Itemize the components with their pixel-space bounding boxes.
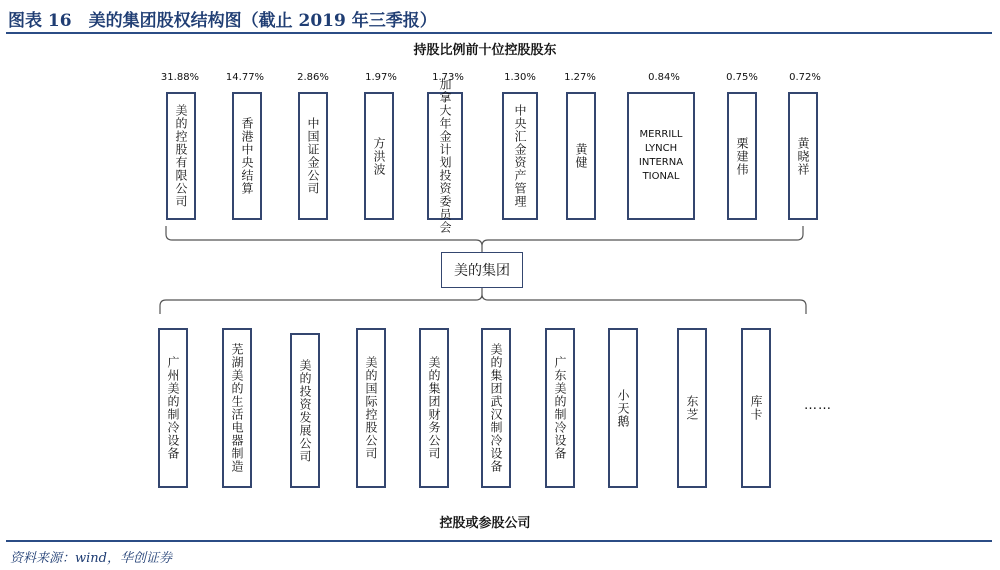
subsidiary-name: 广东美的制冷设备 — [553, 356, 567, 460]
shareholder-percent: 1.97% — [365, 72, 397, 83]
subsidiary-name: 库卡 — [749, 395, 763, 421]
subsidiary-name: 小天鹅 — [616, 388, 630, 428]
shareholder-name: 黄健 — [574, 143, 588, 169]
shareholder-name: 黄晓祥 — [796, 136, 810, 176]
subsidiary-name: 美的投资发展公司 — [298, 358, 312, 463]
lower-brace — [160, 288, 806, 314]
subsidiary-name: 美的集团财务公司 — [427, 356, 441, 460]
shareholder-percent: 0.84% — [648, 72, 680, 83]
subsidiary-name: 美的集团武汉制冷设备 — [489, 343, 503, 473]
shareholder-percent: 1.30% — [504, 72, 536, 83]
top-section-title: 持股比例前十位控股股东 — [413, 43, 557, 58]
subsidiary-box — [222, 328, 252, 488]
subsidiary-box — [481, 328, 511, 488]
shareholder-percent: 1.27% — [564, 72, 596, 83]
center-company-box — [441, 252, 523, 288]
shareholder-name: 栗建伟 — [735, 136, 749, 176]
subsidiary-box — [356, 328, 386, 488]
shareholder-percent: 1.73% — [432, 72, 464, 83]
shareholder-name: 加拿大年金计划投资委员会 — [438, 78, 452, 234]
subsidiary-name: 芜湖美的生活电器制造 — [230, 343, 244, 473]
subsidiary-box — [545, 328, 575, 488]
source-note: 资料来源：wind，华创证券 — [10, 551, 172, 566]
subsidiary-box — [419, 328, 449, 488]
shareholder-name: 方洪波 — [372, 136, 386, 176]
subsidiary-name: 美的国际控股公司 — [364, 356, 378, 460]
more-subsidiaries-ellipsis: …… — [804, 398, 832, 413]
shareholder-percent: 31.88% — [160, 72, 200, 83]
bottom-section-title: 控股或参股公司 — [439, 516, 531, 531]
subsidiary-box — [741, 328, 771, 488]
shareholder-percent: 14.77% — [225, 72, 265, 83]
shareholder-name: 中央汇金资产管理 — [513, 104, 527, 208]
shareholder-name: 香港中央结算 — [240, 117, 254, 195]
subsidiary-name: 广州美的制冷设备 — [166, 356, 180, 460]
subsidiary-box — [158, 328, 188, 488]
shareholder-name: 中国证金公司 — [306, 117, 320, 195]
subsidiary-name: 东芝 — [685, 395, 699, 421]
figure-title: 图表 16 美的集团股权结构图（截止 2019 年三季报） — [8, 11, 437, 31]
bottom-rule — [6, 540, 992, 542]
shareholder-percent: 0.75% — [726, 72, 758, 83]
shareholder-name: 美的控股有限公司 — [174, 104, 188, 208]
shareholder-percent: 2.86% — [297, 72, 329, 83]
center-company-label: 美的集团 — [454, 263, 510, 279]
shareholder-percent: 0.72% — [789, 72, 821, 83]
subsidiary-box — [608, 328, 638, 488]
subsidiary-box — [677, 328, 707, 488]
shareholder-name: MERRILL LYNCH INTERNA TIONAL — [638, 129, 684, 182]
subsidiary-box — [290, 333, 320, 488]
upper-brace — [166, 226, 803, 252]
